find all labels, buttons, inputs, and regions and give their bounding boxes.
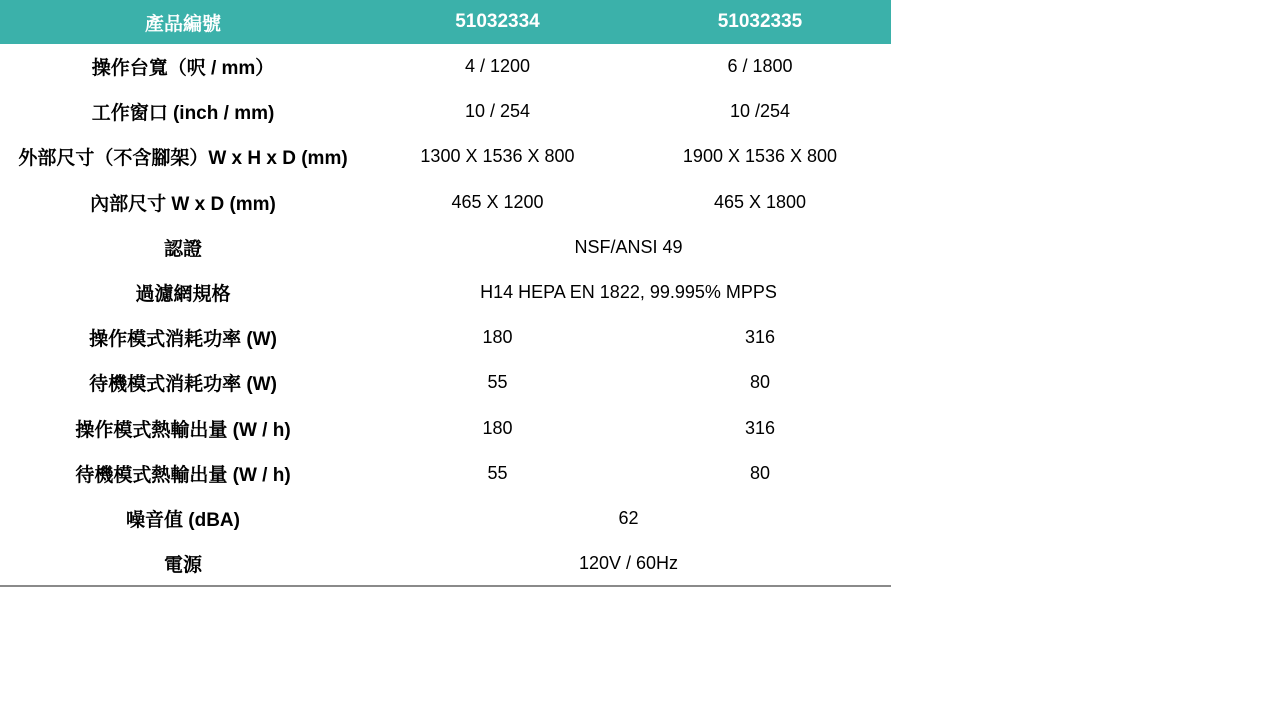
row-value-model-2: 465 X 1800 [713, 191, 807, 212]
row-value-shared: 62 [618, 507, 639, 528]
row-label: 噪音值 (dBA) [126, 509, 240, 531]
row-label: 待機模式熱輸出量 (W / h) [75, 464, 291, 486]
header-model-2: 51032335 [717, 11, 803, 32]
row-label: 內部尺寸 W x D (mm) [90, 193, 276, 215]
row-value-model-1: 10 / 254 [464, 101, 531, 122]
row-label: 操作台寬（呎 / mm） [91, 58, 275, 80]
table-row [0, 451, 891, 496]
row-label: 工作窗口 (inch / mm) [91, 103, 275, 125]
row-value-model-1: 1300 X 1536 X 800 [420, 146, 575, 167]
table-row [0, 180, 891, 225]
row-value-model-2: 80 [749, 372, 771, 393]
table-row [0, 134, 891, 179]
row-value-model-2: 6 / 1800 [727, 56, 793, 77]
row-label: 待機模式消耗功率 (W) [89, 374, 277, 396]
table-row [0, 496, 891, 541]
table-row [0, 406, 891, 451]
row-label: 操作模式消耗功率 (W) [89, 329, 277, 351]
table-row [0, 225, 891, 270]
table-row [0, 541, 891, 586]
row-value-shared: NSF/ANSI 49 [574, 236, 683, 257]
header-model-1: 51032334 [455, 11, 540, 32]
row-label: 操作模式熱輸出量 (W / h) [75, 419, 291, 441]
row-value-shared: 120V / 60Hz [366, 541, 891, 586]
table-body [0, 44, 891, 586]
table-row [0, 44, 891, 89]
table-row [0, 360, 891, 405]
row-label: 認證 [163, 238, 202, 260]
table-row [0, 315, 891, 360]
row-value-model-2: 316 [744, 417, 776, 438]
table-row [0, 89, 891, 134]
header-label: 產品編號 [144, 13, 221, 35]
row-value-model-2: 316 [744, 327, 776, 348]
row-value-shared: H14 HEPA EN 1822, 99.995% MPPS [480, 282, 777, 303]
row-value-model-2: 80 [749, 462, 771, 483]
row-value-model-1: 55 [487, 462, 508, 483]
row-value-model-1: 55 [487, 372, 508, 393]
row-value-model-1: 465 X 1200 [451, 191, 544, 212]
row-value-model-1: 4 / 1200 [464, 56, 531, 77]
row-label: 外部尺寸（不含腳架）W x H x D (mm) [18, 148, 348, 170]
table-row [0, 270, 891, 315]
row-value-model-2: 10 /254 [729, 101, 791, 122]
row-value-model-1: 180 [482, 327, 513, 348]
row-label: 過濾網規格 [135, 284, 231, 306]
row-value-model-2: 1900 X 1536 X 800 [682, 146, 838, 167]
row-value-model-1: 180 [482, 417, 513, 438]
row-label: 電源 [0, 541, 366, 586]
table-header [0, 0, 891, 44]
header-row [0, 0, 891, 44]
